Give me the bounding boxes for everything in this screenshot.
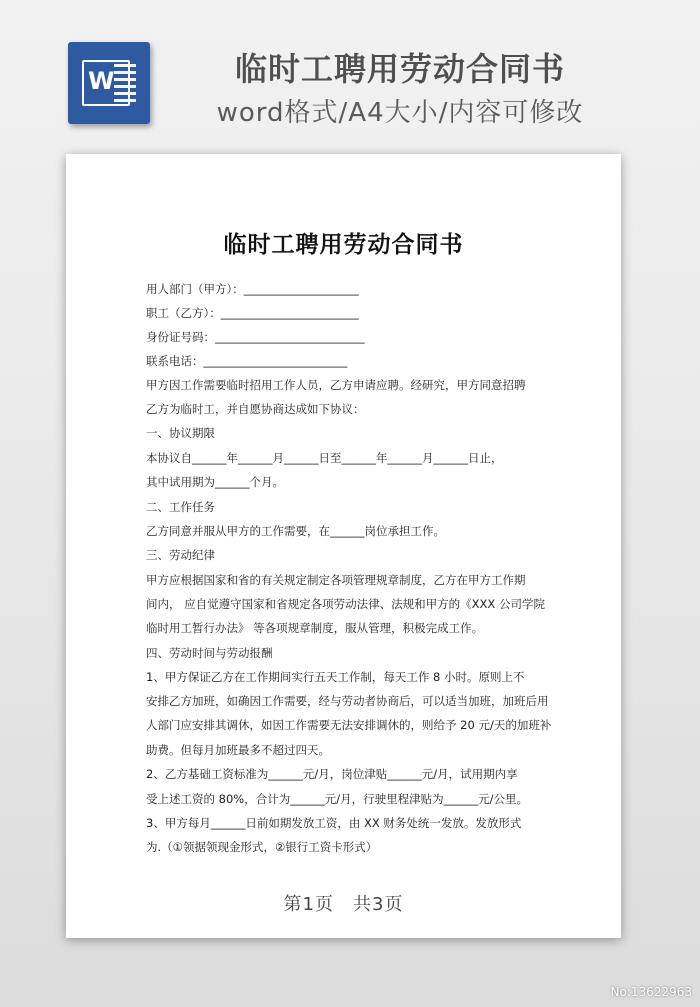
body-line: 1、甲方保证乙方在工作期间实行五天工作制，每天工作 8 小时。原则上不 xyxy=(146,670,525,684)
body-line: 为.（①领据领现金形式，②银行工资卡形式） xyxy=(146,840,378,854)
body-line: 其中试用期为______个月。 xyxy=(146,475,284,489)
field-phone: 联系电话：_________________________ xyxy=(146,354,348,368)
body-line: 甲方因工作需要临时招用工作人员，乙方申请应聘。经研究，甲方同意招聘 xyxy=(146,378,526,392)
body-line: 2、乙方基础工资标准为______元/月，岗位津贴______元/月，试用期内享 xyxy=(146,767,518,781)
field-employee: 职工（乙方）：________________________ xyxy=(146,306,359,320)
body-line: 助费。但每月加班最多不超过四天。 xyxy=(146,743,330,757)
watermark-id: No:13622963 xyxy=(610,985,692,999)
word-icon xyxy=(68,42,150,124)
body-line: 甲方应根据国家和省的有关规定制定各项管理规章制度，乙方在甲方工作期 xyxy=(146,573,526,587)
page-indicator: 第1页 共3页 xyxy=(283,894,404,915)
section-heading: 二、工作任务 xyxy=(146,500,215,514)
word-icon-letter: W xyxy=(88,67,115,95)
field-id-number: 身份证号码：__________________________ xyxy=(146,330,365,344)
header-banner xyxy=(0,0,700,150)
document-page xyxy=(66,154,621,938)
section-heading: 一、协议期限 xyxy=(146,426,215,440)
banner-subtitle: word格式/A4大小/内容可修改 xyxy=(216,98,584,128)
document-title: 临时工聘用劳动合同书 xyxy=(223,231,464,258)
section-heading: 三、劳动纪律 xyxy=(146,548,215,562)
word-icon-lines xyxy=(114,64,136,102)
body-line: 乙方同意并服从甲方的工作需要，在______岗位承担工作。 xyxy=(146,524,445,538)
field-employer-dept: 用人部门（甲方）：____________________ xyxy=(146,282,359,296)
body-line: 人部门应安排其调休，如因工作需要无法安排调休的，则给予 20 元/天的加班补 xyxy=(146,718,552,732)
body-line: 3、甲方每月______日前如期发放工资，由 XX 财务处统一发放。发放形式 xyxy=(146,816,522,830)
section-heading: 四、劳动时间与劳动报酬 xyxy=(146,646,273,660)
body-line: 安排乙方加班，如确因工作需要，经与劳动者协商后，可以适当加班，加班后用 xyxy=(146,694,549,708)
body-line: 本协议自______年______月______日至______年______月______日止， xyxy=(146,451,503,465)
body-line: 受上述工资的 80%，合计为______元/月，行驶里程津贴为______元/公里。 xyxy=(146,792,528,806)
banner-title: 临时工聘用劳动合同书 xyxy=(234,50,565,88)
body-line: 间内， 应自觉遵守国家和省规定各项劳动法律、法规和甲方的《XXX 公司学院 xyxy=(146,597,545,611)
body-line: 乙方为临时工，并自愿协商达成如下协议： xyxy=(146,402,365,416)
body-line: 临时用工暂行办法》 等各项规章制度，服从管理，积极完成工作。 xyxy=(146,621,484,635)
